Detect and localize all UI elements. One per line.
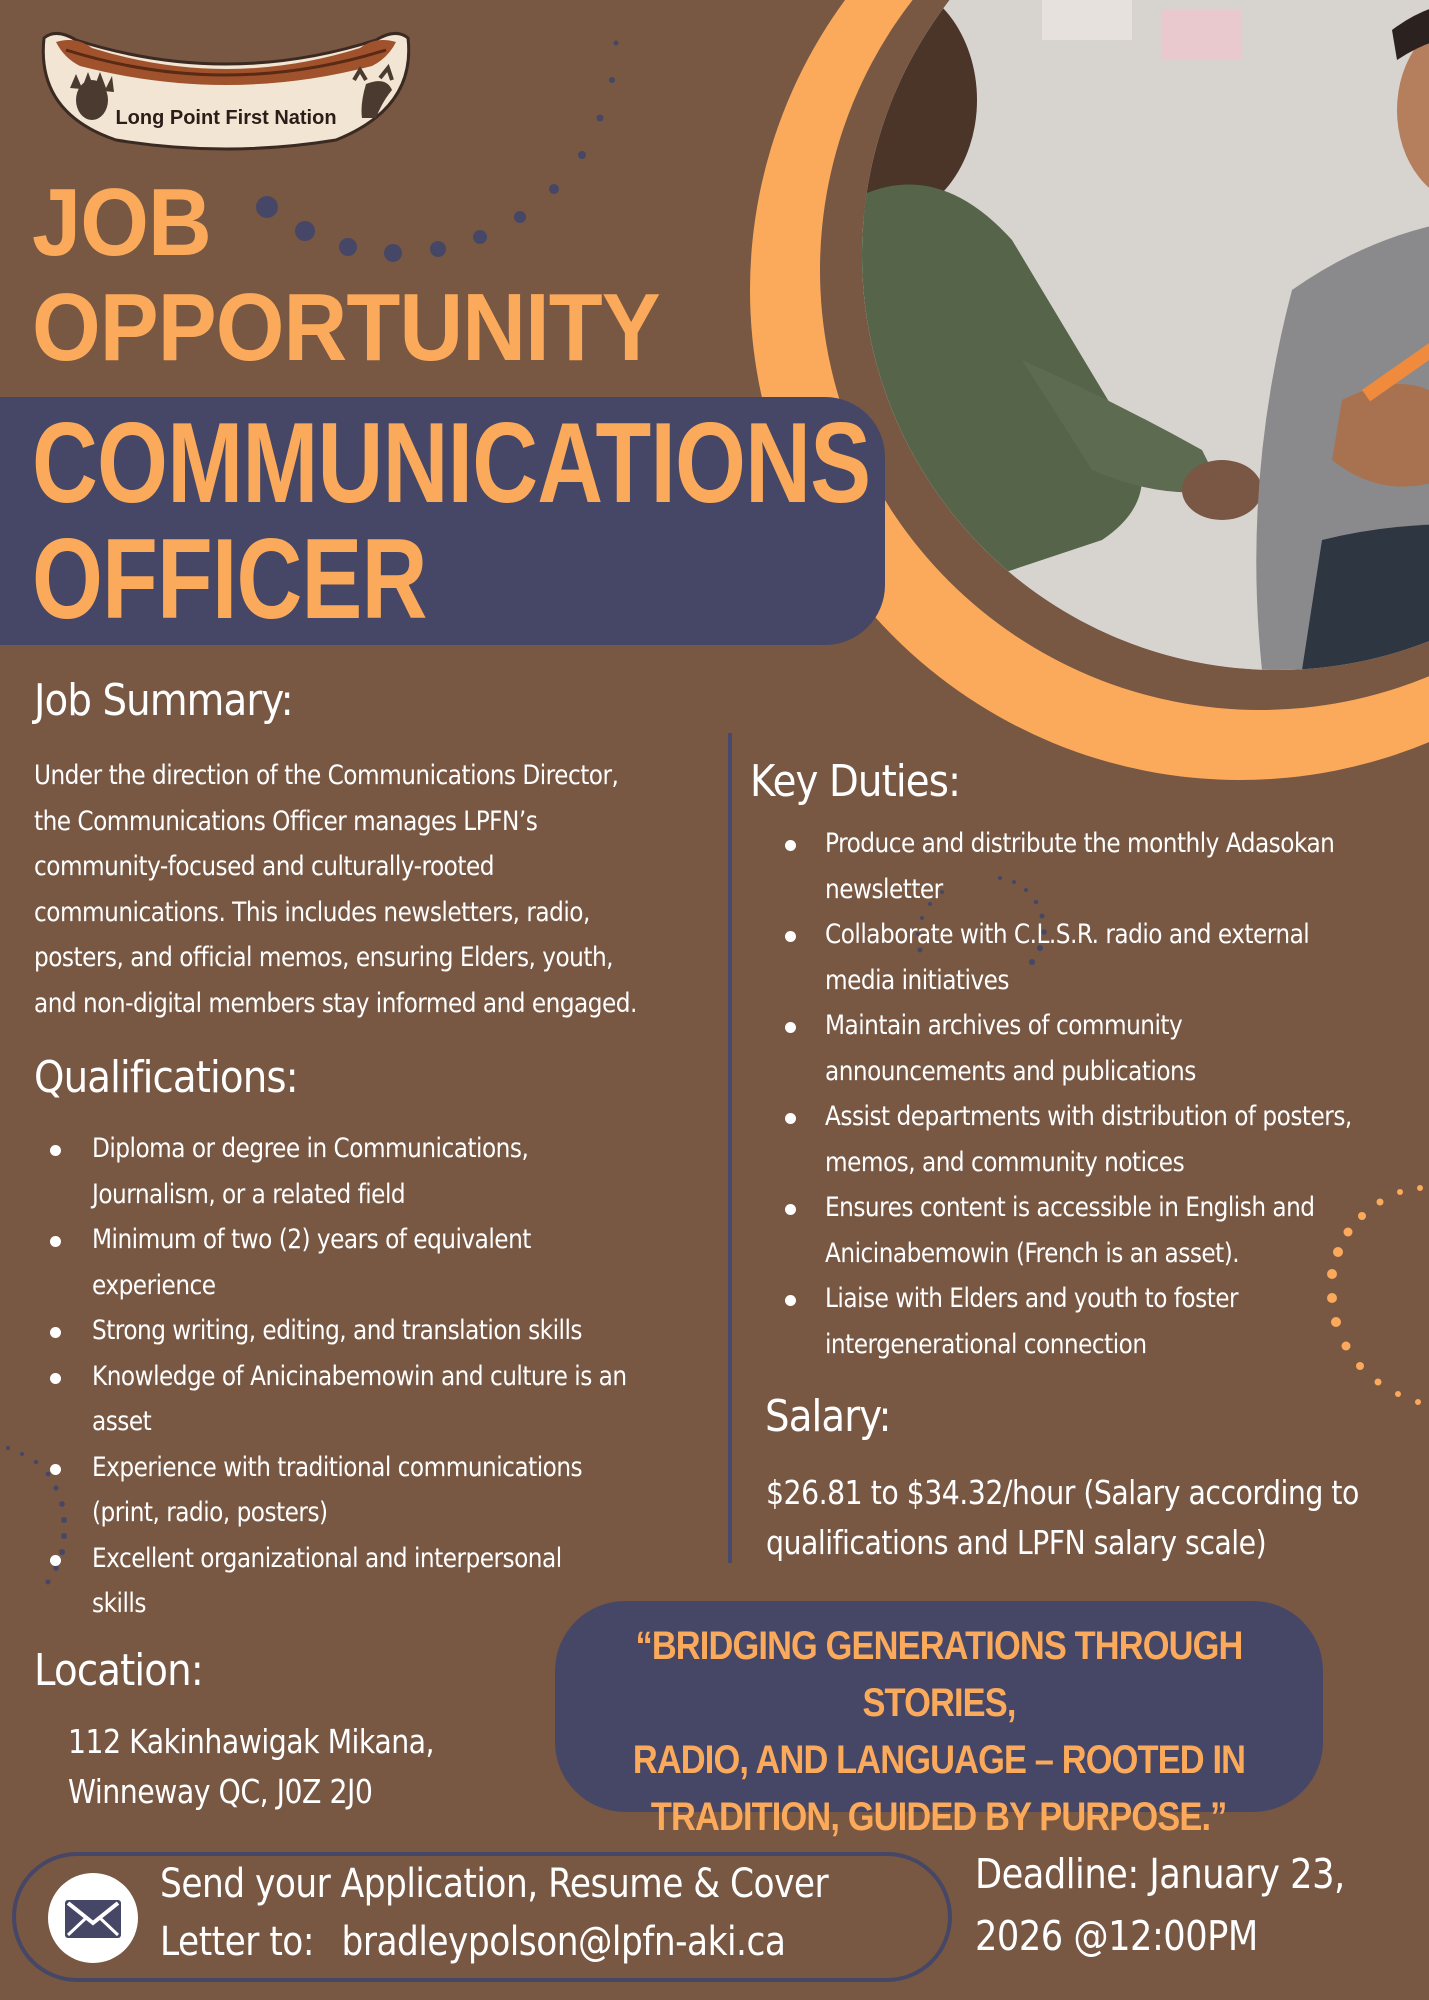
location-address [68, 1717, 464, 1817]
contact-text [160, 1855, 829, 1971]
list-item: Assist departments with distribution of posters, memos, and community notices [785, 1094, 1425, 1185]
contact-line2: Letter to: [160, 1919, 314, 1965]
role-title-line2: OFFICER [32, 516, 427, 643]
key-duties-heading: Key Duties: [750, 756, 961, 807]
job-summary-heading: Job Summary: [34, 675, 293, 726]
logo-text: Long Point First Nation [115, 107, 337, 129]
job-summary-line: and non-digital members stay informed and engaged. [34, 987, 637, 1019]
title-opportunity: OPPORTUNITY [32, 274, 660, 381]
envelope-icon [48, 1873, 138, 1963]
salary-text [766, 1468, 1420, 1568]
list-item: Ensures content is accessible in English and Anicinabemowin (French is an asset). [785, 1185, 1425, 1276]
list-item: Knowledge of Anicinabemowin and culture is an asset [50, 1354, 750, 1445]
list-item: Liaise with Elders and youth to foster intergenerational connection [785, 1276, 1425, 1367]
deadline-text [975, 1843, 1405, 1967]
job-summary-line: Under the direction of the Communications Director, [34, 760, 619, 791]
address-line: Winneway QC, J0Z 2J0 [68, 1772, 373, 1811]
qualifications-list [50, 1126, 750, 1627]
job-summary-text [34, 753, 748, 1026]
quote-line: “BRIDGING GENERATIONS THROUGH STORIES, [635, 1624, 1243, 1725]
long-point-first-nation-logo [36, 18, 416, 154]
title-job: JOB [32, 169, 211, 276]
list-item: Diploma or degree in Communications, Journalism, or a related field [50, 1126, 750, 1217]
list-item: Collaborate with C.L.S.R. radio and external media initiatives [785, 912, 1425, 1003]
location-heading: Location: [34, 1645, 203, 1696]
address-line: 112 Kakinhawigak Mikana, [68, 1722, 435, 1761]
job-summary-line: community-focused and culturally-rooted [34, 851, 494, 882]
list-item: Maintain archives of community announcements and publications [785, 1003, 1425, 1094]
key-duties-list [785, 821, 1425, 1367]
salary-line: $26.81 to $34.32/hour (Salary according to [766, 1473, 1359, 1512]
list-item: Minimum of two (2) years of equivalent experience [50, 1217, 750, 1308]
deadline-line: 2026 @12:00PM [975, 1912, 1258, 1960]
list-item: Produce and distribute the monthly Adasokan newsletter [785, 821, 1425, 912]
deadline-line: Deadline: January 23, [975, 1850, 1345, 1898]
contact-line1: Send your Application, Resume & Cover [160, 1861, 829, 1907]
salary-heading: Salary: [765, 1391, 891, 1442]
list-item: Excellent organizational and interpersonal skills [50, 1536, 750, 1627]
role-title-line1: COMMUNICATIONS [32, 400, 871, 527]
list-item: Experience with traditional communications (print, radio, posters) [50, 1445, 750, 1536]
job-summary-line: posters, and official memos, ensuring Elders, youth, [34, 942, 614, 973]
qualifications-heading: Qualifications: [34, 1052, 298, 1103]
job-summary-line: the Communications Officer manages LPFN’s [34, 805, 538, 837]
quote-line: RADIO, AND LANGUAGE – ROOTED IN [632, 1738, 1246, 1782]
contact-email-link[interactable]: bradleypolson@lpfn-aki.ca [341, 1919, 786, 1965]
quote-text [555, 1618, 1323, 1846]
quote-line: TRADITION, GUIDED BY PURPOSE.” [651, 1795, 1227, 1839]
job-summary-line: communications. This includes newsletters, radio, [34, 896, 590, 928]
column-divider [728, 733, 732, 1563]
list-item: Strong writing, editing, and translation skills [50, 1308, 750, 1354]
salary-line: qualifications and LPFN salary scale) [766, 1523, 1267, 1562]
